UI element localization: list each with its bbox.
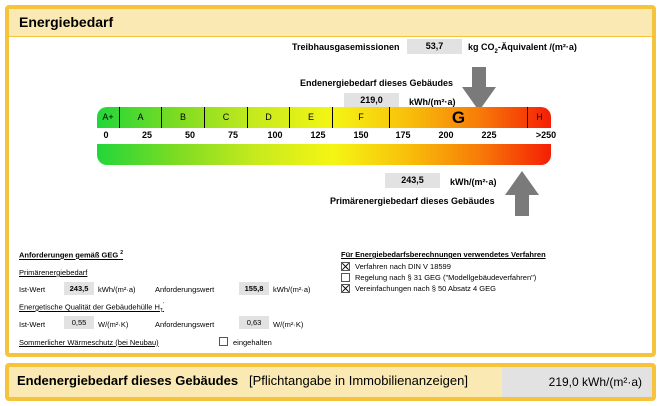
methods-heading: Für Energiebedarfsberechnungen verwendetes Verfahren [341, 250, 546, 259]
ist-value: 243,5 [64, 282, 94, 295]
footer-title: Endenergiebedarf dieses Gebäudes [17, 373, 239, 388]
scale-tick-label: 175 [395, 130, 411, 140]
primaer-unit: kWh/(m²·a) [450, 177, 497, 187]
endenergie-label: Endenergiebedarf dieses Gebäudes [300, 78, 454, 88]
page-title: Energiebedarf [19, 14, 114, 30]
scale-tick-label: 0 [103, 130, 109, 140]
endenergie-arrow-icon [462, 67, 496, 111]
summer-label: Sommerlicher Wärmeschutz (bei Neubau) [19, 338, 159, 347]
anf-label: Anforderungswert [155, 285, 215, 294]
title-bar [9, 9, 652, 37]
method-checkbox-2[interactable] [341, 273, 350, 282]
scale-tick-label: 50 [184, 130, 196, 140]
footer-bar [5, 363, 656, 401]
summer-checkbox[interactable] [219, 337, 228, 346]
anf-unit: kWh/(m²·a) [273, 285, 311, 294]
scale-tick-label: 75 [227, 130, 239, 140]
huelle-heading: Energetische Qualität der Gebäudehülle $H_T'$ [19, 302, 164, 314]
method-label-2: Regelung nach § 31 GEG ("Modellgebäudeverfahren") [355, 273, 537, 282]
ghg-value: 53,7 [407, 39, 462, 54]
scale-tick-label: >250 [535, 130, 557, 140]
scale-tick-label: 225 [481, 130, 497, 140]
anf2-value: 0,63 [239, 316, 269, 329]
summer-check-label: eingehalten [233, 338, 272, 347]
footer-note: [Pflichtangabe in Immobilienanzeigen] [249, 373, 468, 388]
method-label-3: Vereinfachungen nach § 50 Absatz 4 GEG [355, 284, 496, 293]
ghg-label: Treibhausgasemissionen [292, 42, 400, 52]
ist2-label: Ist-Wert [19, 320, 46, 329]
class-segment-a: A [120, 107, 162, 128]
scale-tick-label: 100 [267, 130, 283, 140]
footer-value: 219,0 kWh/(m²·a) [502, 367, 652, 397]
method-checkbox-1[interactable] [341, 262, 350, 271]
primaer-arrow-icon [505, 171, 539, 216]
method-label-1: Verfahren nach DIN V 18599 [355, 262, 451, 271]
requirements-heading: Anforderungen gemäß GEG $^2$ [19, 250, 124, 260]
endenergie-unit: kWh/(m²·a) [409, 97, 456, 107]
primaer-value: 243,5 [385, 173, 440, 188]
scale-tick-label: 25 [141, 130, 153, 140]
anf2-label: Anforderungswert [155, 320, 215, 329]
ist2-unit: W/(m²·K) [98, 320, 129, 329]
ghg-unit: kg $CO_2$-Äquivalent /(m²·a) [468, 42, 577, 55]
class-segment-c: C [205, 107, 248, 128]
efficiency-class-scale [97, 107, 551, 128]
class-segment-g: G [390, 107, 528, 128]
ist-unit: kWh/(m²·a) [98, 285, 136, 294]
anf2-unit: W/(m²·K) [273, 320, 304, 329]
class-segment-f: F [333, 107, 390, 128]
scale-tick-label: 125 [310, 130, 326, 140]
scale-tick-label: 150 [353, 130, 369, 140]
primaer-req-heading: Primärenergiebedarf [19, 268, 88, 277]
primaer-label: Primärenergiebedarf dieses Gebäudes [330, 196, 495, 206]
method-checkbox-3[interactable] [341, 284, 350, 293]
class-segment-b: B [162, 107, 205, 128]
class-segment-d: D [248, 107, 290, 128]
primary-energy-scale [97, 144, 551, 165]
class-segment-a-plus: A+ [97, 107, 120, 128]
anf-value: 155,8 [239, 282, 269, 295]
endenergie-value: 219,0 [344, 93, 399, 108]
class-segment-e: E [290, 107, 333, 128]
scale-tick-label: 200 [438, 130, 454, 140]
class-segment-h: H [536, 112, 543, 122]
ist-label: Ist-Wert [19, 285, 46, 294]
ist2-value: 0,55 [64, 316, 94, 329]
